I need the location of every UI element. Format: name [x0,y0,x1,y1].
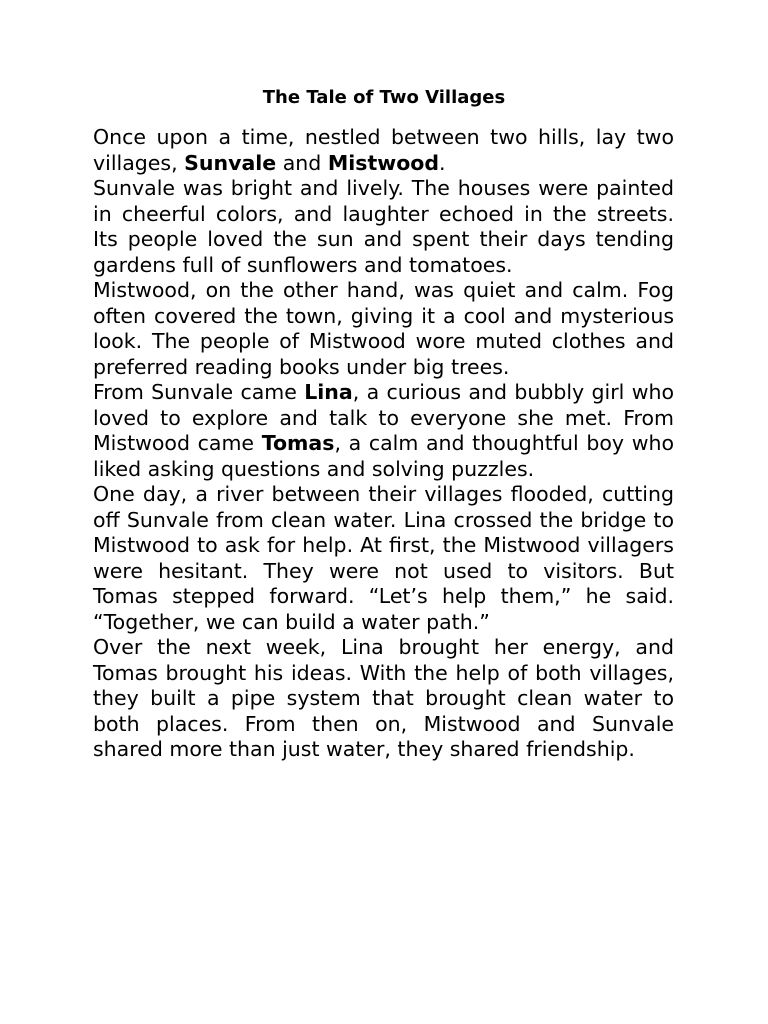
paragraph-characters [93,380,674,482]
village-name-mistwood: Mistwood [327,150,440,175]
characters-text-start: From Sunvale came [93,380,305,404]
intro-text-end: . [439,150,446,175]
character-name-lina: Lina [304,380,353,404]
intro-text-start: Once upon a time, nestled between two hills, lay two villages, [93,125,674,175]
paragraph-ending: Over the next week, Lina brought her energy, and Tomas brought his ideas. With the help of both villages, they built a pipe system that brought clean water to both places. From then on, Mistwood and Sunvale shared more than just water, they shared friendship. [93,635,674,761]
paragraph-flood: One day, a river between their villages flooded, cutting off Sunvale from clean water. Lina crossed the bridge to Mistwood to ask for help. At first, the Mistwood villagers were hesitant. They were not used to visitors. But Tomas stepped forward. “Let’s help them,” he said. “Together, we can build a water path.” [93,482,674,634]
paragraph-intro [93,125,674,176]
characters-text-end: , a calm and thoughtful boy who liked asking questions and solving puzzles. [93,431,674,481]
paragraph-mistwood: Mistwood, on the other hand, was quiet and calm. Fog often covered the town, giving it a cool and mysterious look. The people of Mistwood wore muted clothes and preferred reading books under big trees. [93,278,674,379]
village-name-sunvale: Sunvale [184,150,277,175]
document-title: The Tale of Two Villages [262,87,506,108]
story-body [93,125,674,763]
characters-text-middle: , a curious and bubbly girl who loved to explore and talk to everyone she met. From Mistwood came [93,380,674,455]
paragraph-sunvale: Sunvale was bright and lively. The houses were painted in cheerful colors, and laughter echoed in the streets. Its people loved the sun and spent their days tending gardens full of sunflowers and tomatoes. [93,176,674,277]
character-name-tomas: Tomas [261,431,335,455]
intro-text-and: and [276,150,328,175]
